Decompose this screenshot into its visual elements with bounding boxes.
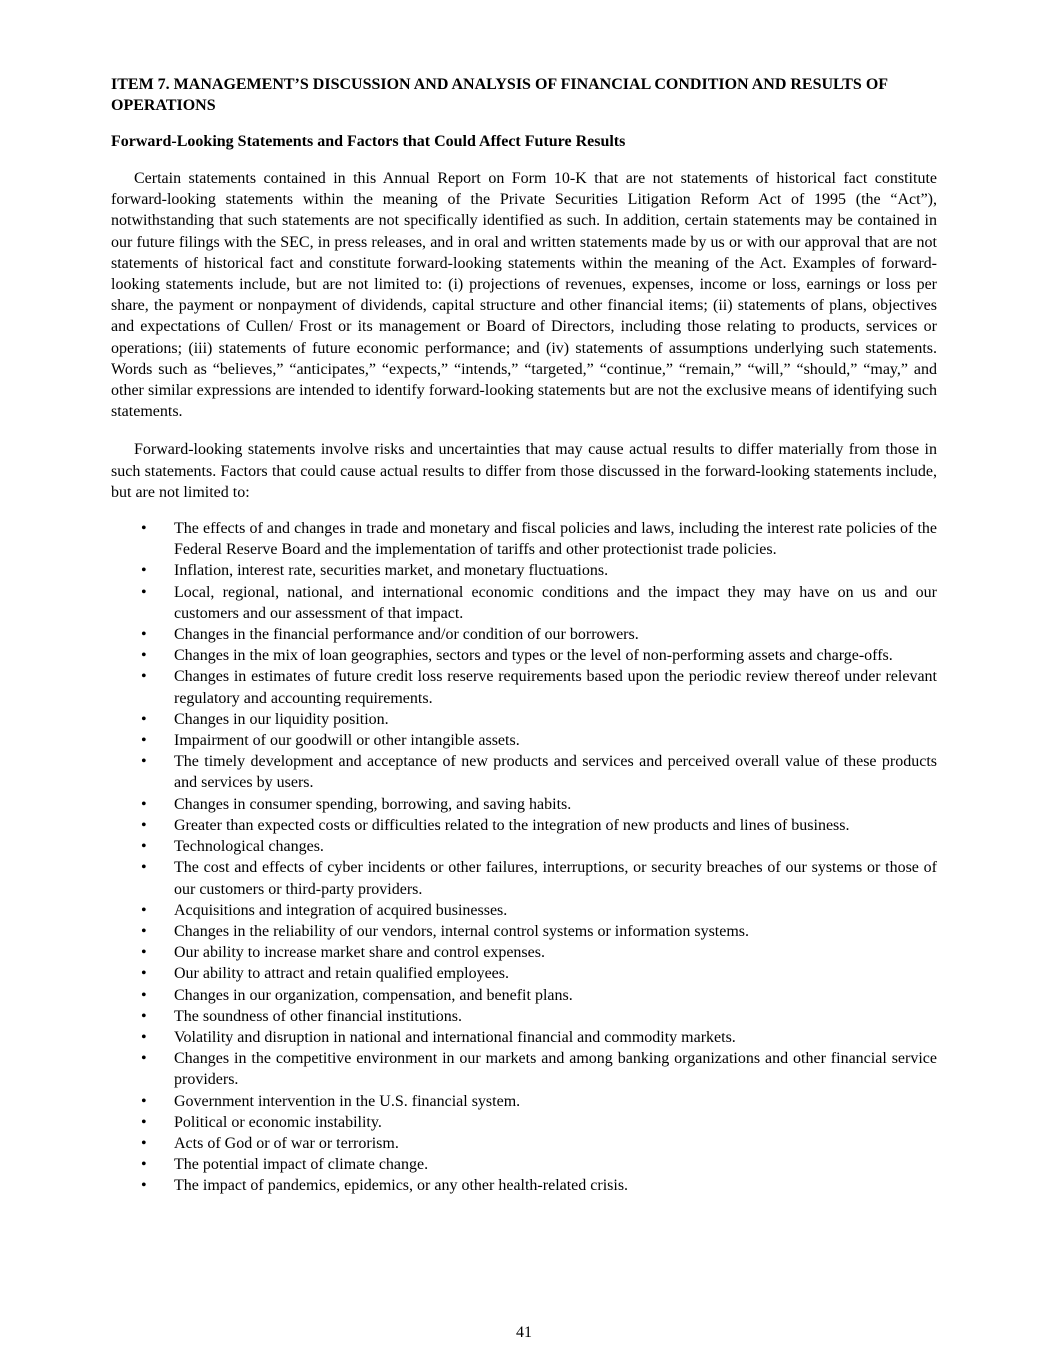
list-item-text: Changes in the reliability of our vendors, internal control systems or information systems. (174, 922, 750, 940)
list-item (111, 857, 937, 899)
bullet-icon: • (141, 1028, 147, 1046)
list-item-text: Changes in the financial performance and/or condition of our borrowers. (174, 626, 639, 644)
list-item-text: The cost and effects of cyber incidents or other failures, interruptions, or security breaches of our systems or those of our customers or third-party providers. (174, 859, 937, 898)
bullet-icon: • (141, 859, 147, 877)
list-item (111, 645, 937, 666)
list-item (111, 1027, 937, 1048)
paragraph: Certain statements contained in this Annual Report on Form 10-K that are not statements of historical fact constitute forward-looking statements within the meaning of the Private Securities Litigation Reform Act of 1995 (the “Act”), notwithstanding that such statements are not specifically identified as such. In addition, certain statements may be contained in our future filings with the SEC, in press releases, and in oral and written statements made by us or with our approval that are not statements of historical fact and constitute forward-looking statements within the meaning of the Act. Examples of forward-looking statements include, but are not limited to: (i) projections of revenues, expenses, income or loss, earnings or loss per share, the payment or nonpayment of dividends, capital structure and other financial items; (ii) statements of plans, objectives and expectations of Cullen/ Frost or its management or Board of Directors, including those relating to products, services or operations; (iii) statements of future economic performance; and (iv) statements of assumptions underlying such statements. Words such as “believes,” “anticipates,” “expects,” “intends,” “targeted,” “continue,” “remain,” “will,” “should,” “may,” and other similar expressions are intended to identify forward-looking statements but are not the exclusive means of identifying such statements. (111, 170, 937, 421)
list-item-text: Changes in estimates of future credit loss reserve requirements based upon the periodic review thereof under relevant regulatory and accounting requirements. (174, 668, 937, 707)
item-heading: ITEM 7. MANAGEMENT’S DISCUSSION AND ANALYSIS OF FINANCIAL CONDITION AND RESULTS OF OPERATIONS (111, 76, 888, 114)
bullet-icon: • (141, 1050, 147, 1068)
bullet-icon: • (141, 1134, 147, 1152)
list-item-text: Changes in the competitive environment in our markets and among banking organizations and other financial service providers. (174, 1050, 937, 1089)
risk-factor-list (111, 518, 937, 1197)
list-item (111, 921, 937, 942)
list-item-text: Acquisitions and integration of acquired businesses. (174, 901, 508, 919)
document-page (111, 74, 937, 1197)
list-item (111, 1133, 937, 1154)
bullet-icon: • (141, 838, 147, 856)
list-item (111, 1091, 937, 1112)
list-item-text: Government intervention in the U.S. financial system. (174, 1092, 521, 1110)
bullet-icon: • (141, 816, 147, 834)
list-item-text: Changes in consumer spending, borrowing, and saving habits. (174, 795, 572, 813)
list-item (111, 624, 937, 645)
list-item-text: Our ability to attract and retain qualified employees. (174, 965, 509, 983)
list-item-text: Technological changes. (174, 838, 324, 856)
list-item-text: The potential impact of climate change. (174, 1156, 429, 1174)
list-item (111, 815, 937, 836)
list-item (111, 730, 937, 751)
list-item (111, 1154, 937, 1175)
list-item-text: Changes in our organization, compensation, and benefit plans. (174, 986, 573, 1004)
list-item-text: The impact of pandemics, epidemics, or any other health-related crisis. (174, 1177, 629, 1195)
page-number: 41 (516, 1324, 532, 1341)
list-item-text: The effects of and changes in trade and monetary and fiscal policies and laws, including the interest rate policies of the Federal Reserve Board and the implementation of tariffs and other protectionist trade policies. (174, 520, 937, 559)
list-item-text: Impairment of our goodwill or other intangible assets. (174, 732, 520, 750)
section-heading: Forward-Looking Statements and Factors that Could Affect Future Results (111, 133, 626, 150)
list-item (111, 963, 937, 984)
bullet-icon: • (141, 1007, 147, 1025)
list-item (111, 518, 937, 560)
bullet-icon: • (141, 1156, 147, 1174)
bullet-icon: • (141, 922, 147, 940)
list-item-text: Volatility and disruption in national and international financial and commodity markets. (174, 1028, 736, 1046)
bullet-icon: • (141, 1113, 147, 1131)
list-item-text: Inflation, interest rate, securities market, and monetary fluctuations. (174, 562, 609, 580)
bullet-icon: • (141, 986, 147, 1004)
bullet-icon: • (141, 944, 147, 962)
paragraph: Forward-looking statements involve risks and uncertainties that may cause actual results to differ materially from those in such statements. Factors that could cause actual results to differ from those discussed in the forward-looking statements include, but are not limited to: (111, 441, 937, 501)
list-item (111, 709, 937, 730)
bullet-icon: • (141, 901, 147, 919)
bullet-icon: • (141, 647, 147, 665)
list-item-text: Changes in the mix of loan geographies, sectors and types or the level of non-performing assets and charge-offs. (174, 647, 893, 665)
list-item (111, 942, 937, 963)
list-item-text: Political or economic instability. (174, 1113, 382, 1131)
list-item (111, 1006, 937, 1027)
bullet-icon: • (141, 965, 147, 983)
list-item (111, 560, 937, 581)
list-item-text: The timely development and acceptance of new products and services and perceived overall value of these products and services by users. (174, 753, 937, 792)
list-item (111, 582, 937, 624)
bullet-icon: • (141, 562, 147, 580)
bullet-icon: • (141, 710, 147, 728)
bullet-icon: • (141, 520, 147, 538)
list-item (111, 836, 937, 857)
bullet-icon: • (141, 668, 147, 686)
list-item (111, 666, 937, 708)
list-item (111, 794, 937, 815)
bullet-icon: • (141, 795, 147, 813)
list-item-text: Our ability to increase market share and control expenses. (174, 944, 545, 962)
list-item (111, 1112, 937, 1133)
bullet-icon: • (141, 626, 147, 644)
bullet-icon: • (141, 583, 147, 601)
list-item-text: Local, regional, national, and international economic conditions and the impact they may have on us and our customers and our assessment of that impact. (174, 583, 937, 622)
bullet-icon: • (141, 753, 147, 771)
bullet-icon: • (141, 1177, 147, 1195)
list-item (111, 1048, 937, 1090)
list-item-text: The soundness of other financial institutions. (174, 1007, 462, 1025)
list-item-text: Acts of God or of war or terrorism. (174, 1134, 399, 1152)
bullet-icon: • (141, 732, 147, 750)
list-item (111, 1175, 937, 1196)
list-item (111, 751, 937, 793)
list-item (111, 900, 937, 921)
list-item-text: Greater than expected costs or difficulties related to the integration of new products and lines of business. (174, 816, 850, 834)
list-item-text: Changes in our liquidity position. (174, 710, 389, 728)
bullet-icon: • (141, 1092, 147, 1110)
list-item (111, 985, 937, 1006)
